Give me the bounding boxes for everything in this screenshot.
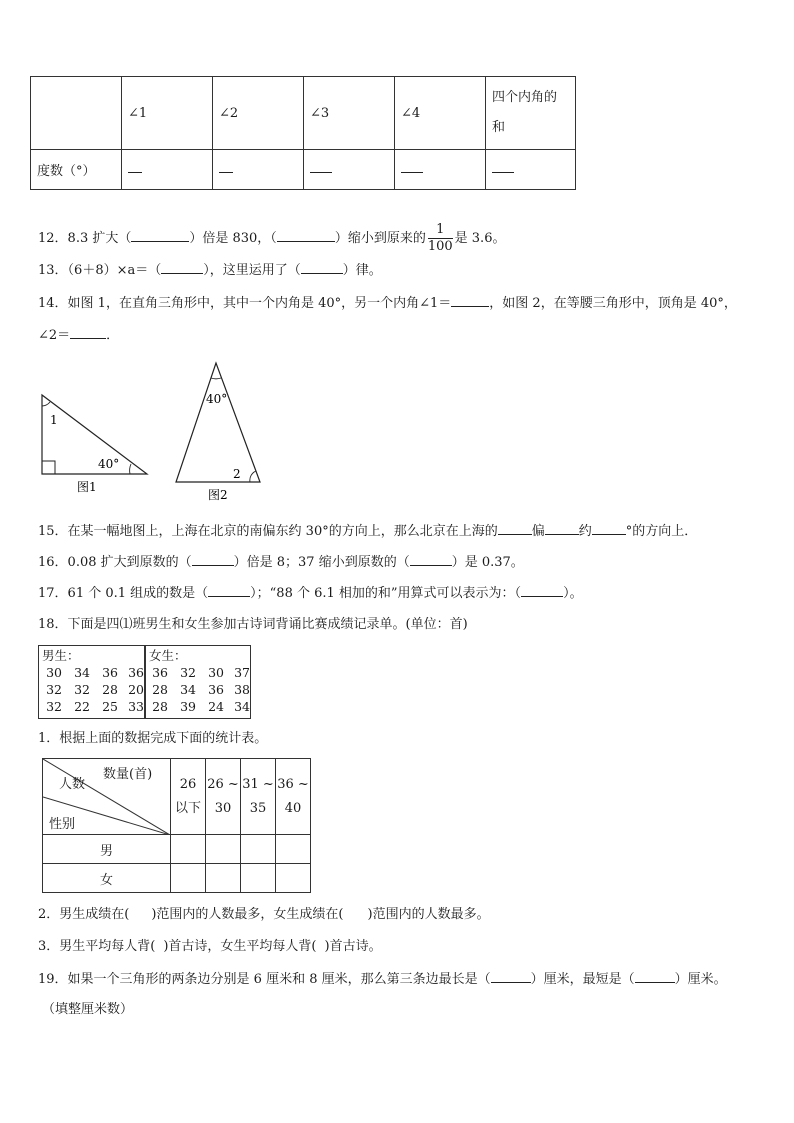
answer-blank[interactable]: [131, 229, 189, 242]
question-12: 12．8.3 扩大（ ）倍是 830，（ ）缩小到原来的 $\frac{1}{100}$ 是 3.6。: [38, 222, 506, 254]
question-14-cont: ∠2＝ ．: [38, 328, 120, 343]
stats-corner: [43, 759, 171, 835]
record-cell: 32: [46, 682, 62, 697]
question-19: 19．如果一个三角形的两条边分别是 6 厘米和 8 厘米，那么第三条边最长是（ ）厘米，最短是（ ）厘米。: [38, 972, 727, 987]
fig2-angle-label: 2: [233, 467, 241, 481]
record-cell: 34: [74, 665, 90, 680]
record-cell: 30: [208, 665, 224, 680]
angle-blank[interactable]: [122, 150, 213, 190]
answer-blank[interactable]: [277, 229, 335, 242]
stats-cell[interactable]: [206, 864, 241, 893]
figures: [30, 358, 270, 506]
stats-cell[interactable]: [276, 835, 311, 864]
stats-col-header: 31 ~ 35: [241, 759, 276, 835]
record-cell: 20: [128, 682, 144, 697]
angle-table-row-label: 度数（°）: [31, 150, 122, 190]
answer-blank[interactable]: [592, 522, 626, 535]
angle-table-header: ∠3: [304, 77, 395, 150]
answer-blank[interactable]: [545, 522, 579, 535]
record-cell: 32: [74, 682, 90, 697]
stats-cell[interactable]: [171, 864, 206, 893]
angle-table-header: ∠2: [213, 77, 304, 150]
fig2-caption: 图2: [208, 488, 228, 502]
stats-cell[interactable]: [276, 864, 311, 893]
record-cell: 36: [128, 665, 144, 680]
record-cell: 36: [102, 665, 118, 680]
question-15: 15．在某一幅地图上，上海在北京的南偏东约 30°的方向上，那么北京在上海的 偏 约 °的方向上．: [38, 524, 698, 539]
record-cell: 34: [180, 682, 196, 697]
stats-cell[interactable]: [206, 835, 241, 864]
record-cell: 38: [234, 682, 250, 697]
corner-top-label: 数量(首): [103, 767, 153, 782]
stats-table: [42, 758, 311, 893]
stats-cell[interactable]: [241, 835, 276, 864]
record-cell: 25: [102, 699, 118, 714]
stats-cell[interactable]: [171, 835, 206, 864]
fraction: $\frac{1}{100}$: [427, 222, 453, 254]
answer-blank[interactable]: [161, 261, 203, 274]
corner-bottom-label: 性别: [49, 817, 76, 832]
record-cell: 36: [208, 682, 224, 697]
stats-col-header: 26 ~ 30: [206, 759, 241, 835]
record-cell: 24: [208, 699, 224, 714]
angle-blank[interactable]: [486, 150, 576, 190]
answer-blank[interactable]: [410, 553, 452, 566]
angle-table: [30, 76, 576, 190]
answer-blank[interactable]: [498, 522, 532, 535]
corner-mid-label: 人数: [59, 777, 86, 792]
record-cell: 34: [234, 699, 250, 714]
girls-label: 女生：: [149, 648, 187, 663]
record-cell: 33: [128, 699, 144, 714]
question-16: 16．0.08 扩大到原数的（ ）倍是 8；37 缩小到原数的（ ）是 0.37。: [38, 555, 524, 570]
answer-blank[interactable]: [208, 584, 250, 597]
boys-records: [38, 664, 148, 715]
stats-col-header: 26 以下: [171, 759, 206, 835]
record-cell: 36: [152, 665, 168, 680]
record-cell: 30: [46, 665, 62, 680]
figure-2-triangle: [176, 363, 260, 482]
figure-1-triangle: [42, 395, 147, 474]
fig1-given-angle: 40°: [98, 457, 120, 471]
record-cell: 28: [152, 699, 168, 714]
record-cell: 39: [180, 699, 196, 714]
fig1-angle-label: 1: [50, 413, 58, 427]
angle-table-corner: [31, 77, 122, 150]
record-cell: 28: [102, 682, 118, 697]
angle-blank[interactable]: [213, 150, 304, 190]
answer-blank[interactable]: [451, 294, 489, 307]
question-17: 17．61 个 0.1 组成的数是（ ）；“88 个 6.1 相加的和”用算式可以表示为：（ ）。: [38, 586, 583, 601]
angle-blank[interactable]: [395, 150, 486, 190]
answer-blank[interactable]: [70, 326, 106, 339]
stats-col-header: 36 ~ 40: [276, 759, 311, 835]
question-13: 13．（6＋8）×a＝（ ），这里运用了（ ）律。: [38, 263, 382, 278]
angle-table-header: ∠4: [395, 77, 486, 150]
angle-blank[interactable]: [304, 150, 395, 190]
stats-row-boys: 男: [43, 835, 171, 864]
record-cell: 22: [74, 699, 90, 714]
angle-table-header: ∠1: [122, 77, 213, 150]
boys-label: 男生：: [42, 648, 80, 663]
stats-row-girls: 女: [43, 864, 171, 893]
question-14: 14．如图 1，在直角三角形中，其中一个内角是 40°，另一个内角∠1＝ ，如图 2，在等腰三角形中，顶角是 40°，: [38, 296, 737, 311]
question-18: 18．下面是四⑴班男生和女生参加古诗词背诵比赛成绩记录单。(单位：首): [38, 617, 468, 632]
record-cell: 32: [180, 665, 196, 680]
answer-blank[interactable]: [301, 261, 343, 274]
stats-cell[interactable]: [241, 864, 276, 893]
answer-blank[interactable]: [521, 584, 563, 597]
fig1-caption: 图1: [77, 480, 97, 494]
record-cell: 37: [234, 665, 250, 680]
question-19-note: （填整厘米数）: [42, 1002, 134, 1017]
question-18-1: 1．根据上面的数据完成下面的统计表。: [38, 731, 268, 746]
answer-blank[interactable]: [635, 970, 675, 983]
record-cell: 28: [152, 682, 168, 697]
question-18-3: 3．男生平均每人背( )首古诗，女生平均每人背( )首古诗。: [38, 939, 382, 954]
record-cell: 32: [46, 699, 62, 714]
angle-table-header-sum: 四个内角的 和: [486, 77, 576, 150]
fig2-apex-angle: 40°: [206, 392, 228, 406]
answer-blank[interactable]: [491, 970, 531, 983]
answer-blank[interactable]: [192, 553, 234, 566]
question-18-2: 2．男生成绩在( )范围内的人数最多，女生成绩在( )范围内的人数最多。: [38, 907, 490, 922]
girls-records: [144, 664, 254, 715]
